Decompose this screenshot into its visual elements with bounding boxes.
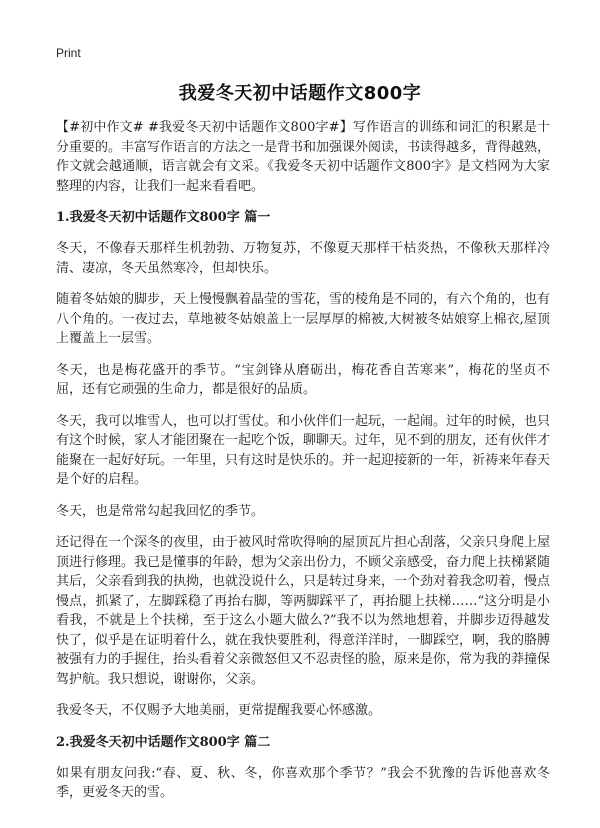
paragraph: 还记得在一个深冬的夜里，由于被风时常吹得响的屋顶瓦片担心刮落，父亲只身爬上屋顶进行修理。我已是懂事的年龄，想为父亲出份力，不顾父亲感受，奋力爬上扶梯紧随其后，父亲看到我的执拗，也就没说什么，只是转过身来，一个劲对着我念叨着，慢点慢点，抓紧了，左脚踩稳了再抬右脚，等两脚踩平了，再抬腿上扶梯……“这分明是小看我，不就是上个扶梯，至于这么小题大做么?”我不以为然地想着，并脚步迈得越发快了，似乎是在证明着什么，就在我快要胜利，得意洋洋时，一脚踩空，啊，我的胳膊被强有力的手握住，抬头看着父亲微怒但又不忍责怪的脸，原来是你，常为我的莽撞保驾护航。我只想说，谢谢你，父亲。 [56, 535, 551, 687]
page-title: 我爱冬天初中话题作文800字 [178, 83, 422, 104]
article-body [56, 118, 550, 815]
paragraph: 冬天，我可以堆雪人，也可以打雪仗。和小伙伴们一起玩，一起闹。过年的时候，也只有这个时候，家人才能团聚在一起吃个饭，聊聊天。过年，见不到的朋友，还有伙伴才能聚在一起好好玩。一年里，只有这时是快乐的。并一起迎接新的一年，祈祷来年春天是个好的启程。 [56, 413, 551, 487]
paragraph: 冬天，也是梅花盛开的季节。“宝剑锋从磨砺出，梅花香自苦寒来”，梅花的坚贞不屈，还有它顽强的生命力，都是很好的品质。 [56, 362, 550, 397]
paragraph: 如果有朋友问我:“春、夏、秋、冬，你喜欢那个季节？”我会不犹豫的告诉他喜欢冬季，更爱冬天的雪。 [56, 765, 550, 800]
paragraph: 随着冬姑娘的脚步，天上慢慢飘着晶莹的雪花，雪的棱角是不同的，有六个角的，也有八个角的。一夜过去，草地被冬姑娘盖上一层厚厚的棉被,大树被冬姑娘穿上棉衣,屋顶上覆盖上一层雪。 [56, 292, 551, 346]
print-link[interactable]: Print [56, 46, 81, 60]
section-heading: 1.我爱冬天初中话题作文800字 篇一 [56, 210, 271, 225]
section-heading: 2.我爱冬天初中话题作文800字 篇二 [56, 734, 271, 750]
paragraph: 冬天，不像春天那样生机勃勃、万物复苏，不像夏天那样干枯炎热，不像秋天那样冷清、凄凉，冬天虽然寒冷，但却快乐。 [56, 241, 550, 276]
paragraph: 冬天，也是常常勾起我回忆的季节。 [56, 503, 265, 519]
paragraph: 我爱冬天，不仅赐予大地美丽，更常提醒我要心怀感激。 [56, 703, 382, 718]
intro-paragraph: 【#初中作文# #我爱冬天初中话题作文800字#】写作语言的训练和词汇的积累是十分重要的。丰富写作语言的方法之一是背书和加强课外阅读，书读得越多，背得越熟，作文就会越通顺，语言就会有文采。《我爱冬天初中话题作文800字》是文档网为大家整理的内容，让我们一起来看看吧。 [56, 120, 551, 194]
